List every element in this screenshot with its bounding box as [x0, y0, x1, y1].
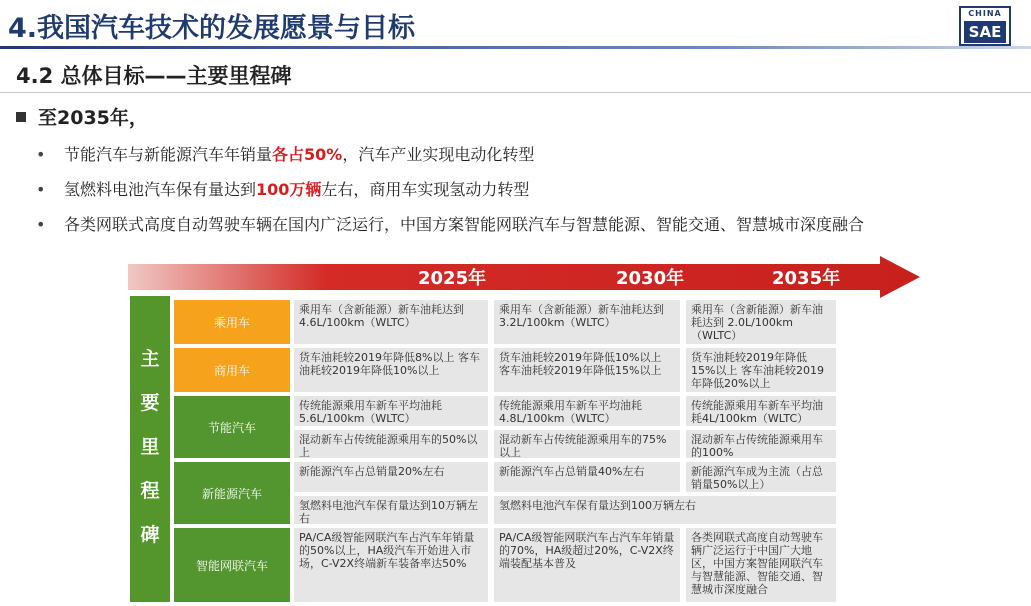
- section-subtitle: 4.2 总体目标——主要里程碑: [16, 64, 292, 88]
- cell-hybrid-2030: 混动新车占传统能源乘用车的75%以上: [494, 430, 680, 458]
- bullet-item: [36, 142, 534, 165]
- square-bullet-icon: [16, 112, 26, 122]
- bullet-text: 氢燃料电池汽车保有量达到: [64, 180, 257, 199]
- cell-hybrid-2035: 混动新车占传统能源乘用车的100%: [686, 430, 836, 458]
- subtitle-divider: [0, 92, 1031, 93]
- side-label-char: 要: [140, 392, 160, 414]
- cell-ne-sales-2035: 新能源汽车成为主流（占总销量50%以上）: [686, 462, 836, 492]
- bullet-dot-icon: •: [36, 180, 46, 199]
- cell-passenger-2030: 乘用车（含新能源）新车油耗达到 3.2L/100km（WLTC）: [494, 300, 680, 344]
- cell-ne-sales-2025: 新能源汽车占总销量20%左右: [294, 462, 488, 492]
- bullet-item: [36, 177, 529, 200]
- year-label-2025: 2025年: [418, 268, 487, 289]
- side-label-char: 碑: [140, 524, 160, 546]
- cell-passenger-2035: 乘用车（含新能源）新车油耗达到 2.0L/100km（WLTC）: [686, 300, 836, 344]
- side-label-char: 主: [140, 348, 160, 370]
- category-passenger: 乘用车: [174, 300, 290, 344]
- cell-fuel-2030: 传统能源乘用车新车平均油耗4.8L/100km（WLTC）: [494, 396, 680, 426]
- bullet-item: [36, 212, 864, 235]
- page-title: 4.我国汽车技术的发展愿景与目标: [8, 13, 416, 44]
- side-label-char: 程: [140, 480, 160, 502]
- cell-connected-2035: 各类网联式高度自动驾驶车辆广泛运行于中国广大地区，中国方案智能网联汽车与智慧能源、智能交通、智慧城市深度融合: [686, 528, 836, 602]
- china-sae-logo: [959, 6, 1011, 46]
- year-label-2030: 2030年: [616, 268, 685, 289]
- cell-commercial-2025: 货车油耗较2019年降低8%以上 客车油耗较2019年降低10%以上: [294, 348, 488, 392]
- cell-fuelcell-2030-2035: 氢燃料电池汽车保有量达到100万辆左右: [494, 496, 836, 524]
- cell-passenger-2025: 乘用车（含新能源）新车油耗达到 4.6L/100km（WLTC）: [294, 300, 488, 344]
- bullet-dot-icon: •: [36, 145, 46, 164]
- cell-connected-2030: PA/CA级智能网联汽车占汽车年销量的70%，HA级超过20%，C-V2X终端装配基本普及: [494, 528, 680, 602]
- logo-top-text: CHINA: [968, 9, 1002, 18]
- bullet-text-end: ，汽车产业实现电动化转型: [342, 145, 535, 164]
- bullet-text: 各类网联式高度自动驾驶车辆在国内广泛运行，中国方案智能网联汽车与智慧能源、智能交通、智慧城市深度融合: [64, 215, 865, 234]
- side-label-char: 里: [140, 436, 160, 458]
- cell-ne-sales-2030: 新能源汽车占总销量40%左右: [494, 462, 680, 492]
- bullet-text-end: 左右，商用车实现氢动力转型: [321, 180, 530, 199]
- cell-commercial-2035: 货车油耗较2019年降低15%以上 客车油耗较2019年降低20%以上: [686, 348, 836, 392]
- title-divider: [0, 46, 1031, 49]
- cell-fuel-2025: 传统能源乘用车新车平均油耗5.6L/100km（WLTC）: [294, 396, 488, 426]
- cell-fuel-2035: 传统能源乘用车新车平均油耗4L/100km（WLTC）: [686, 396, 836, 426]
- cell-fuelcell-2025: 氢燃料电池汽车保有量达到10万辆左右: [294, 496, 488, 524]
- logo-bottom-text: SAE: [964, 21, 1006, 43]
- section-item: [16, 103, 148, 130]
- cell-commercial-2030: 货车油耗较2019年降低10%以上 客车油耗较2019年降低15%以上: [494, 348, 680, 392]
- category-new-energy: 新能源汽车: [174, 462, 290, 524]
- bullet-highlight: 各占50%: [272, 145, 343, 164]
- bullet-dot-icon: •: [36, 215, 46, 234]
- year-label-2035: 2035年: [772, 268, 841, 289]
- section-item-text: 至2035年，: [38, 107, 148, 129]
- bullet-text: 节能汽车与新能源汽车年销量: [64, 145, 273, 164]
- cell-connected-2025: PA/CA级智能网联汽车占汽车年销量的50%以上，HA级汽车开始进入市场，C-V2X终端新车装备率达50%: [294, 528, 488, 602]
- category-energy-saving: 节能汽车: [174, 396, 290, 458]
- category-connected: 智能网联汽车: [174, 528, 290, 602]
- category-commercial: 商用车: [174, 348, 290, 392]
- bullet-highlight: 100万辆: [256, 180, 322, 199]
- cell-hybrid-2025: 混动新车占传统能源乘用车的50%以上: [294, 430, 488, 458]
- milestones-side-label: [130, 296, 170, 602]
